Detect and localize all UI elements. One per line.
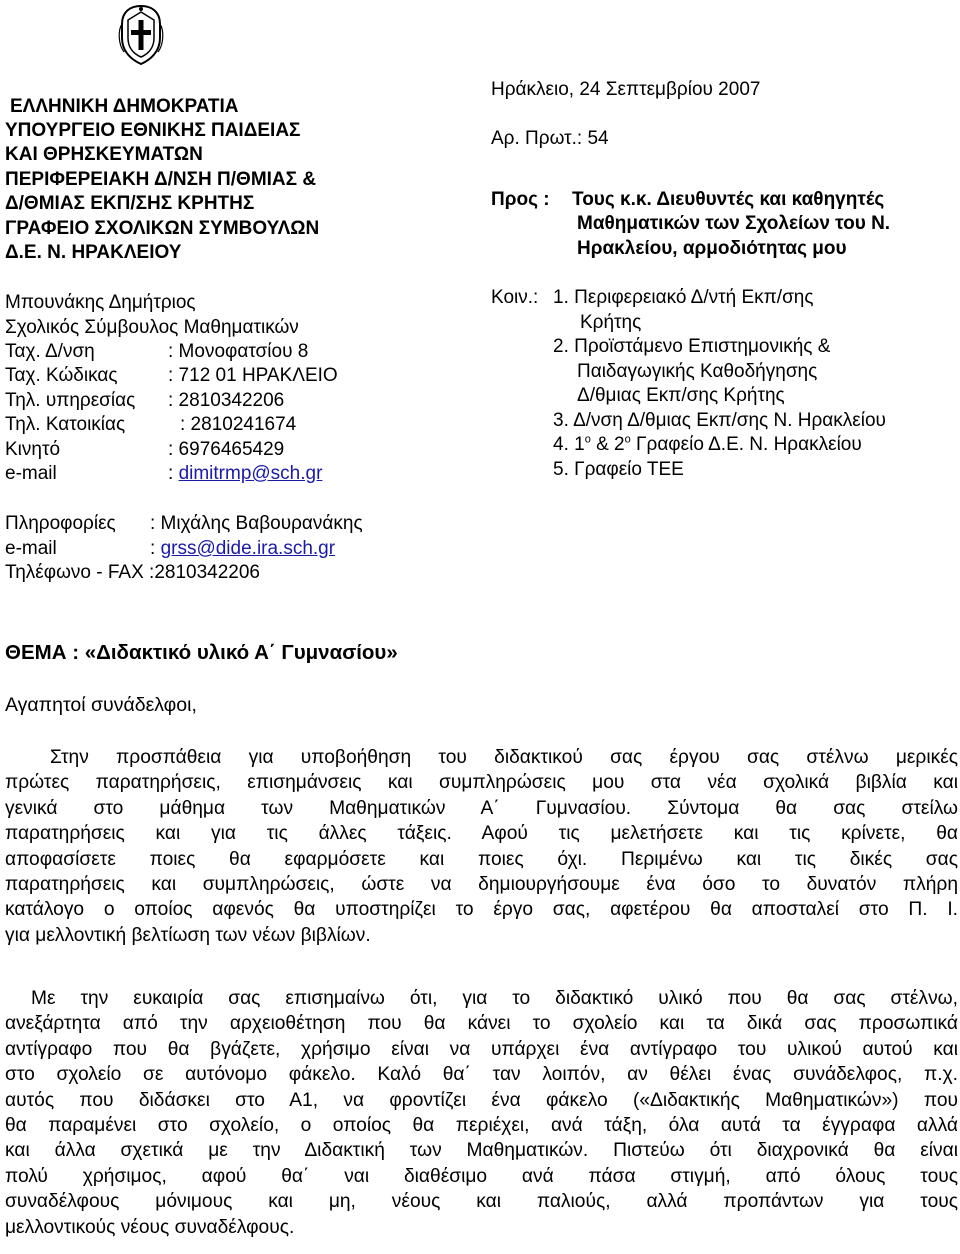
contact-row — [5, 340, 308, 364]
cc-label: Κοιν.: — [491, 287, 539, 308]
org-line: ΓΡΑΦΕΙΟ ΣΧΟΛΙΚΩΝ ΣΥΜΒΟΥΛΩΝ — [5, 218, 320, 239]
greeting: Αγαπητοί συνάδελφοι, — [5, 694, 197, 716]
org-line: Δ.Ε. Ν. ΗΡΑΚΛΕΙΟΥ — [5, 242, 182, 263]
cc-line — [553, 433, 862, 457]
org-line: ΥΠΟΥΡΓΕΙΟ ΕΘΝΙΚΗΣ ΠΑΙΔΕΙΑΣ — [5, 120, 301, 141]
contact-row — [5, 462, 322, 486]
contact-key: Ταχ. Δ/νση — [5, 341, 95, 362]
cc4-part: & 2 — [590, 434, 625, 455]
to-line: Ηρακλείου, αρμοδιότητας μου — [577, 238, 847, 259]
paragraph-line: στο σχολείο σε αυτόνομο φάκελο. Καλό θα΄ ταν λοιπόν, αν θέλει ένας συνάδελφος, π.χ. — [5, 1064, 958, 1086]
paragraph-line: παρατηρήσεις και συμπληρώσεις, ώστε να δημιουργήσουμε ένα όσο το δυνατόν πλήρη — [5, 874, 958, 896]
sender-email-link[interactable]: dimitrmp@sch.gr — [178, 463, 323, 484]
paragraph-line: και άλλα σχετικά με την Διδακτική των Μαθηματικών. Πιστεύω ότι διαχρονικά θα είναι — [5, 1140, 958, 1162]
paragraph-line: παρατηρήσεις και για τις άλλες τάξεις. Αφού τις μελετήσετε και τις κρίνετε, θα — [5, 823, 958, 845]
paragraph-line: θα παραμένει στο σχολείο, ο οποίος θα περιέχει, ανά τάξη, όλα αυτά τα έγγραφα αλλά — [5, 1115, 958, 1137]
to-label: Προς : — [491, 189, 550, 210]
org-line: Δ/ΘΜΙΑΣ ΕΚΠ/ΣΗΣ ΚΡΗΤΗΣ — [5, 193, 255, 214]
paragraph-line: γενικά στο μάθημα των Μαθηματικών Α΄ Γυμνασίου. Σύντομα θα σας στείλω — [5, 797, 958, 819]
greek-coat-of-arms-emblem — [116, 4, 166, 66]
cc-line: 5. Γραφείο ΤΕΕ — [553, 459, 684, 480]
cc-line: 3. Δ/νση Δ/θμιας Εκπ/σης Ν. Ηρακλείου — [553, 410, 886, 431]
sender-name: Μπουνάκης Δημήτριος — [5, 292, 196, 313]
org-line: ΠΕΡΙΦΕΡΕΙΑΚΗ Δ/ΝΣΗ Π/ΘΜΙΑΣ & — [5, 169, 317, 190]
paragraph-line: συναδέλφους μόνιμους και μη, νέους και παλιούς, αλλά προπάντων για τους — [5, 1191, 958, 1213]
contact-key: Κινητό — [5, 439, 61, 460]
contact-key: Τηλ. Κατοικίας — [5, 414, 126, 435]
to-line: Μαθηματικών των Σχολείων του Ν. — [577, 213, 891, 234]
cc4-part: 4. 1 — [553, 434, 585, 455]
org-line: ΚΑΙ ΘΡΗΣΚΕΥΜΑΤΩΝ — [5, 144, 203, 165]
paragraph-line: Στην προσπάθεια για υποβοήθηση του διδακτικού σας έργου σας στέλνω μερικές — [50, 747, 958, 768]
cc-line: 1. Περιφερειακό Δ/ντή Εκπ/σης — [553, 287, 814, 308]
sender-role: Σχολικός Σύμβουλος Μαθηματικών — [5, 317, 299, 338]
contact-value: : 2810241674 — [180, 414, 297, 435]
contact-value: : — [168, 463, 179, 484]
contact-row — [5, 438, 284, 462]
info-email-link[interactable]: grss@dide.ira.sch.gr — [160, 538, 336, 559]
cc4-part: Γραφείο Δ.Ε. Ν. Ηρακλείου — [630, 434, 862, 455]
contact-key: e-mail — [5, 463, 57, 484]
info-key: e-mail — [5, 538, 57, 559]
paragraph-line: ανεξάρτητα από την αρχειοθέτηση που θα κάνει το σχολείο και τα δικά σας προσωπικά — [5, 1013, 958, 1035]
paragraph-line: Με την ευκαιρία σας επισημαίνω ότι, για το διδακτικό υλικό που θα σας στέλνω, — [31, 988, 958, 1009]
letter-date: Ηράκλειο, 24 Σεπτεμβρίου 2007 — [491, 79, 761, 100]
paragraph-line: πρώτες παρατηρήσεις, επισημάνσεις και συμπληρώσεις μου στα νέα σχολικά βιβλία και — [5, 772, 958, 794]
info-value: : — [150, 538, 161, 559]
contact-row — [5, 413, 296, 437]
contact-value: : 6976465429 — [168, 439, 285, 460]
info-phone: Τηλέφωνο - FAX :2810342206 — [5, 562, 260, 583]
contact-value: : 2810342206 — [168, 390, 285, 411]
contact-row — [5, 364, 338, 388]
cc4-sup: ο — [624, 433, 631, 446]
contact-value: : Μονοφατσίου 8 — [168, 341, 309, 362]
info-row — [5, 512, 363, 536]
org-line: ΕΛΛΗΝΙΚΗ ΔΗΜΟΚΡΑΤΙΑ — [10, 96, 239, 117]
info-row — [5, 537, 335, 561]
paragraph-line: για μελλοντική βελτίωση των νέων βιβλίων. — [5, 924, 371, 946]
cc-line: 2. Προϊστάμενο Επιστημονικής & — [553, 336, 831, 357]
contact-key: Τηλ. υπηρεσίας — [5, 390, 136, 411]
to-line: Τους κ.κ. Διευθυντές και καθηγητές — [572, 189, 885, 210]
contact-row — [5, 389, 284, 413]
body-paragraph-1 — [5, 745, 958, 948]
cc-line: Κρήτης — [580, 312, 642, 333]
protocol-number: Αρ. Πρωτ.: 54 — [491, 128, 609, 149]
info-value: : Μιχάλης Βαβουρανάκης — [150, 513, 363, 534]
contact-key: Ταχ. Κώδικας — [5, 365, 118, 386]
paragraph-line: αποφασίσετε ποιες θα εφαρμόσετε και ποιες όχι. Περιμένω και τις δικές σας — [5, 848, 958, 870]
info-key: Πληροφορίες — [5, 513, 116, 534]
letter-subject: ΘΕΜΑ : «Διδακτικό υλικό Α΄ Γυμνασίου» — [5, 641, 398, 664]
cc-line: Δ/θμιας Εκπ/σης Κρήτης — [577, 385, 785, 406]
paragraph-line: πολύ χρήσιμος, αφού θα΄ ναι διαθέσιμο ανά πάσα στιγμή, από όλους τους — [5, 1165, 958, 1187]
contact-value: : 712 01 ΗΡΑΚΛΕΙΟ — [168, 365, 338, 386]
paragraph-line: αυτός που διδάσκει στο Α1, να φροντίζει ένα φάκελο («Διδακτικής Μαθηματικών») που — [5, 1089, 958, 1111]
paragraph-line: κατάλογο ο οποίος αφενός θα υποστηρίζει το έργο σας, αφετέρου θα αποσταλεί στο Π. Ι. — [5, 899, 958, 921]
cc4-sup: ο — [584, 433, 591, 446]
cc-line: Παιδαγωγικής Καθοδήγησης — [577, 361, 818, 382]
paragraph-line: μελλοντικούς νέους συναδέλφους. — [5, 1216, 295, 1238]
paragraph-line: αντίγραφο που θα βγάζετε, χρήσιμο είναι να υπάρχει ένα αντίγραφο του υλικού αυτού και — [5, 1038, 958, 1060]
body-paragraph-2 — [5, 986, 958, 1240]
